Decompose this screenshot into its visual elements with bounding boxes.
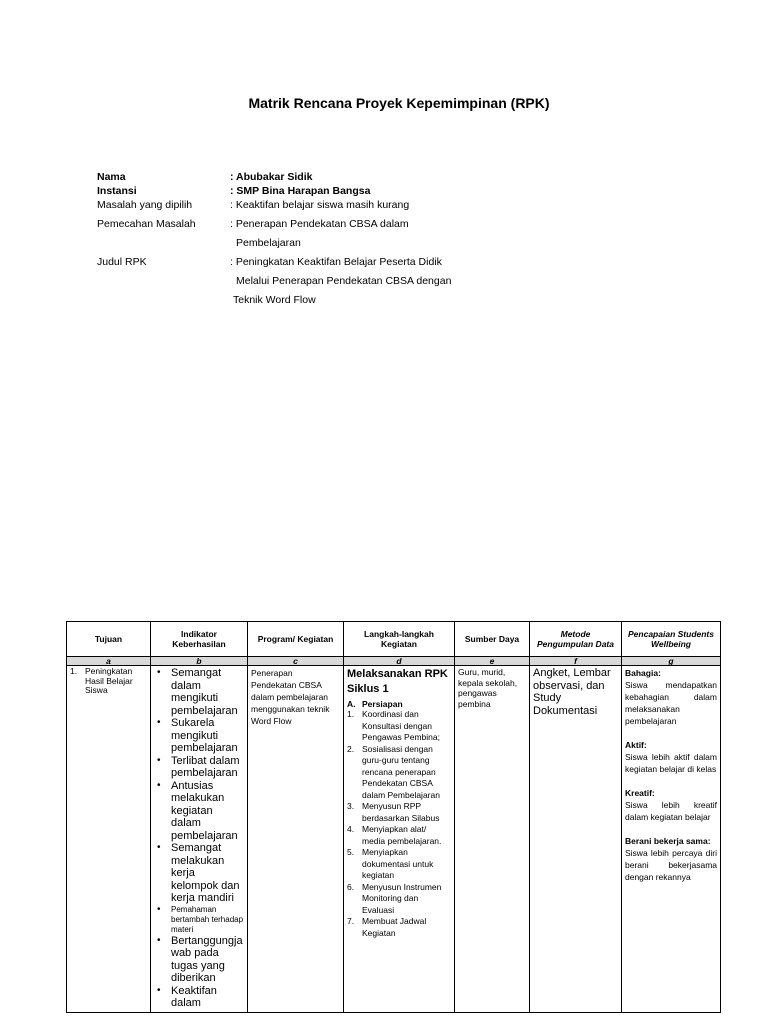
indikator-item: • Pemahaman bertambah terhadap materi	[171, 905, 244, 935]
langkah-step	[347, 916, 451, 939]
masalah-value: : Keaktifan belajar siswa masih kurang	[230, 199, 410, 211]
langkah-sub-number: A.	[347, 699, 356, 709]
pencapaian-text: Siswa mendapatkan kebahagian dalam melaksanakan pembelajaran	[625, 680, 717, 726]
pemecahan-row-cont	[97, 237, 617, 256]
metode-text: Angket, Lembar observasi, dan Study Dokumentasi	[533, 667, 611, 717]
header-tujuan: Tujuan	[67, 622, 151, 657]
judul-row-cont-1	[97, 275, 617, 294]
header-pencapaian: Pencapaian Students Wellbeing	[622, 622, 721, 657]
table-row	[67, 666, 721, 1013]
sumber-cell	[455, 666, 530, 1013]
langkah-step	[347, 801, 451, 824]
step-text: Membuat Jadwal Kegiatan	[362, 916, 427, 938]
langkah-heading: Melaksanakan RPK Siklus 1	[347, 668, 448, 695]
masalah-label: Masalah yang dipilih	[97, 199, 193, 211]
pencapaian-text: Siswa lebih aktif dalam kegiatan belajar di kelas	[625, 752, 717, 774]
identity-section	[97, 171, 617, 313]
tujuan-cell	[67, 666, 151, 1013]
header-sumber: Sumber Daya	[455, 622, 530, 657]
instansi-label: Instansi	[97, 185, 137, 197]
indikator-item: • Keaktifan dalam	[171, 985, 244, 1010]
langkah-step	[347, 847, 451, 882]
pencapaian-title: Aktif:	[625, 740, 647, 750]
spacer	[625, 823, 717, 835]
step-text: Menyusun Instrumen Monitoring dan Evaluasi	[362, 881, 442, 915]
header-langkah: Langkah-langkah Kegiatan	[344, 622, 455, 657]
tujuan-number: 1.	[70, 666, 78, 676]
pencapaian-item	[625, 667, 717, 727]
step-text: Sosialisasi dengan guru-guru tentang rencana penerapan Pendekatan CBSA dalam Pembelajaran	[362, 743, 440, 800]
step-number: 4.	[347, 824, 355, 834]
letter-c: c	[248, 657, 344, 666]
step-number: 2.	[347, 743, 355, 754]
pemecahan-value-1: : Penerapan Pendekatan CBSA dalam	[230, 218, 409, 230]
instansi-value: : SMP Bina Harapan Bangsa	[230, 185, 371, 197]
letter-f: f	[530, 657, 622, 666]
judul-row-cont-2	[97, 294, 617, 313]
pencapaian-item	[625, 787, 717, 823]
judul-label: Judul RPK	[97, 256, 147, 268]
pemecahan-row	[97, 218, 617, 237]
nama-label: Nama	[97, 171, 126, 183]
pencapaian-title: Kreatif:	[625, 788, 655, 798]
langkah-subheading	[347, 699, 451, 709]
page-title: Matrik Rencana Proyek Kepemimpinan (RPK)	[248, 95, 550, 111]
step-number: 6.	[347, 881, 355, 892]
masalah-row	[97, 199, 617, 218]
indikator-item: • Semangat melakukan kerja kelompok dan kerja mandiri	[171, 842, 244, 905]
header-program: Program/ Kegiatan	[248, 622, 344, 657]
step-text: Menyiapkan dokumentasi untuk kegiatan	[362, 847, 434, 880]
pencapaian-text: Siswa lebih kreatif dalam kegiatan belajar	[625, 800, 717, 822]
judul-value-3: Teknik Word Flow	[233, 294, 316, 306]
pencapaian-item	[625, 739, 717, 775]
header-metode: Metode Pengumpulan Data	[530, 622, 622, 657]
indikator-item: • Bertanggungja wab pada tugas yang diberikan	[171, 935, 244, 985]
langkah-step	[347, 824, 451, 847]
indikator-item: • Antusias melakukan kegiatan dalam pembelajaran	[171, 780, 244, 843]
langkah-cell	[344, 666, 455, 1013]
rpk-matrix-table	[66, 621, 721, 1013]
indikator-item: • Semangat dalam mengikuti pembelajaran	[171, 667, 244, 717]
step-number: 3.	[347, 801, 355, 811]
letter-e: e	[455, 657, 530, 666]
header-row	[67, 622, 721, 657]
metode-cell	[530, 666, 622, 1013]
instansi-row	[97, 185, 617, 199]
pemecahan-label: Pemecahan Masalah	[97, 218, 196, 230]
langkah-sub-title: Persiapan	[362, 699, 403, 709]
step-number: 1.	[347, 709, 355, 719]
langkah-step	[347, 709, 451, 744]
letter-b: b	[151, 657, 248, 666]
spacer	[625, 727, 717, 739]
step-number: 7.	[347, 916, 355, 926]
tujuan-text: Peningkatan Hasil Belajar Siswa	[85, 666, 133, 695]
pencapaian-title: Bahagia:	[625, 668, 661, 678]
letter-row	[67, 657, 721, 666]
program-cell	[248, 666, 344, 1013]
program-text: Penerapan Pendekatan CBSA dalam pembelajaran menggunakan teknik Word Flow	[251, 668, 330, 726]
indikator-item: • Sukarela mengikuti pembelajaran	[171, 717, 244, 755]
nama-value: : Abubakar Sidik	[230, 171, 313, 183]
indikator-item: • Terlibat dalam pembelajaran	[171, 755, 244, 780]
langkah-step	[347, 881, 451, 917]
indikator-list	[155, 667, 244, 1010]
indikator-cell	[151, 666, 248, 1013]
step-text: Menyiapkan alat/ media pembelajaran.	[362, 824, 442, 846]
step-text: Koordinasi dan Konsultasi dengan Pengawas Pembina;	[362, 709, 440, 742]
judul-value-1: : Peningkatan Keaktifan Belajar Peserta Didik	[230, 256, 442, 268]
pencapaian-title: Berani bekerja sama:	[625, 836, 711, 846]
letter-d: d	[344, 657, 455, 666]
letter-a: a	[67, 657, 151, 666]
letter-g: g	[622, 657, 721, 666]
pencapaian-text: Siswa lebih percaya diri berani bekerjasama dengan rekannya	[625, 848, 717, 882]
pemecahan-value-2: Pembelajaran	[236, 237, 301, 249]
spacer	[625, 775, 717, 787]
nama-row	[97, 171, 617, 185]
pencapaian-item	[625, 835, 717, 883]
header-indikator: Indikator Keberhasilan	[151, 622, 248, 657]
pencapaian-list	[625, 667, 717, 883]
sumber-text: Guru, murid, kepala sekolah, pengawas pembina	[458, 667, 518, 709]
langkah-steps-list	[347, 709, 451, 939]
judul-row	[97, 256, 617, 275]
step-number: 5.	[347, 847, 355, 857]
pencapaian-cell	[622, 666, 721, 1013]
langkah-step	[347, 743, 451, 802]
judul-value-2: Melalui Penerapan Pendekatan CBSA dengan	[236, 275, 452, 287]
step-text: Menyusun RPP berdasarkan Silabus	[362, 801, 440, 823]
